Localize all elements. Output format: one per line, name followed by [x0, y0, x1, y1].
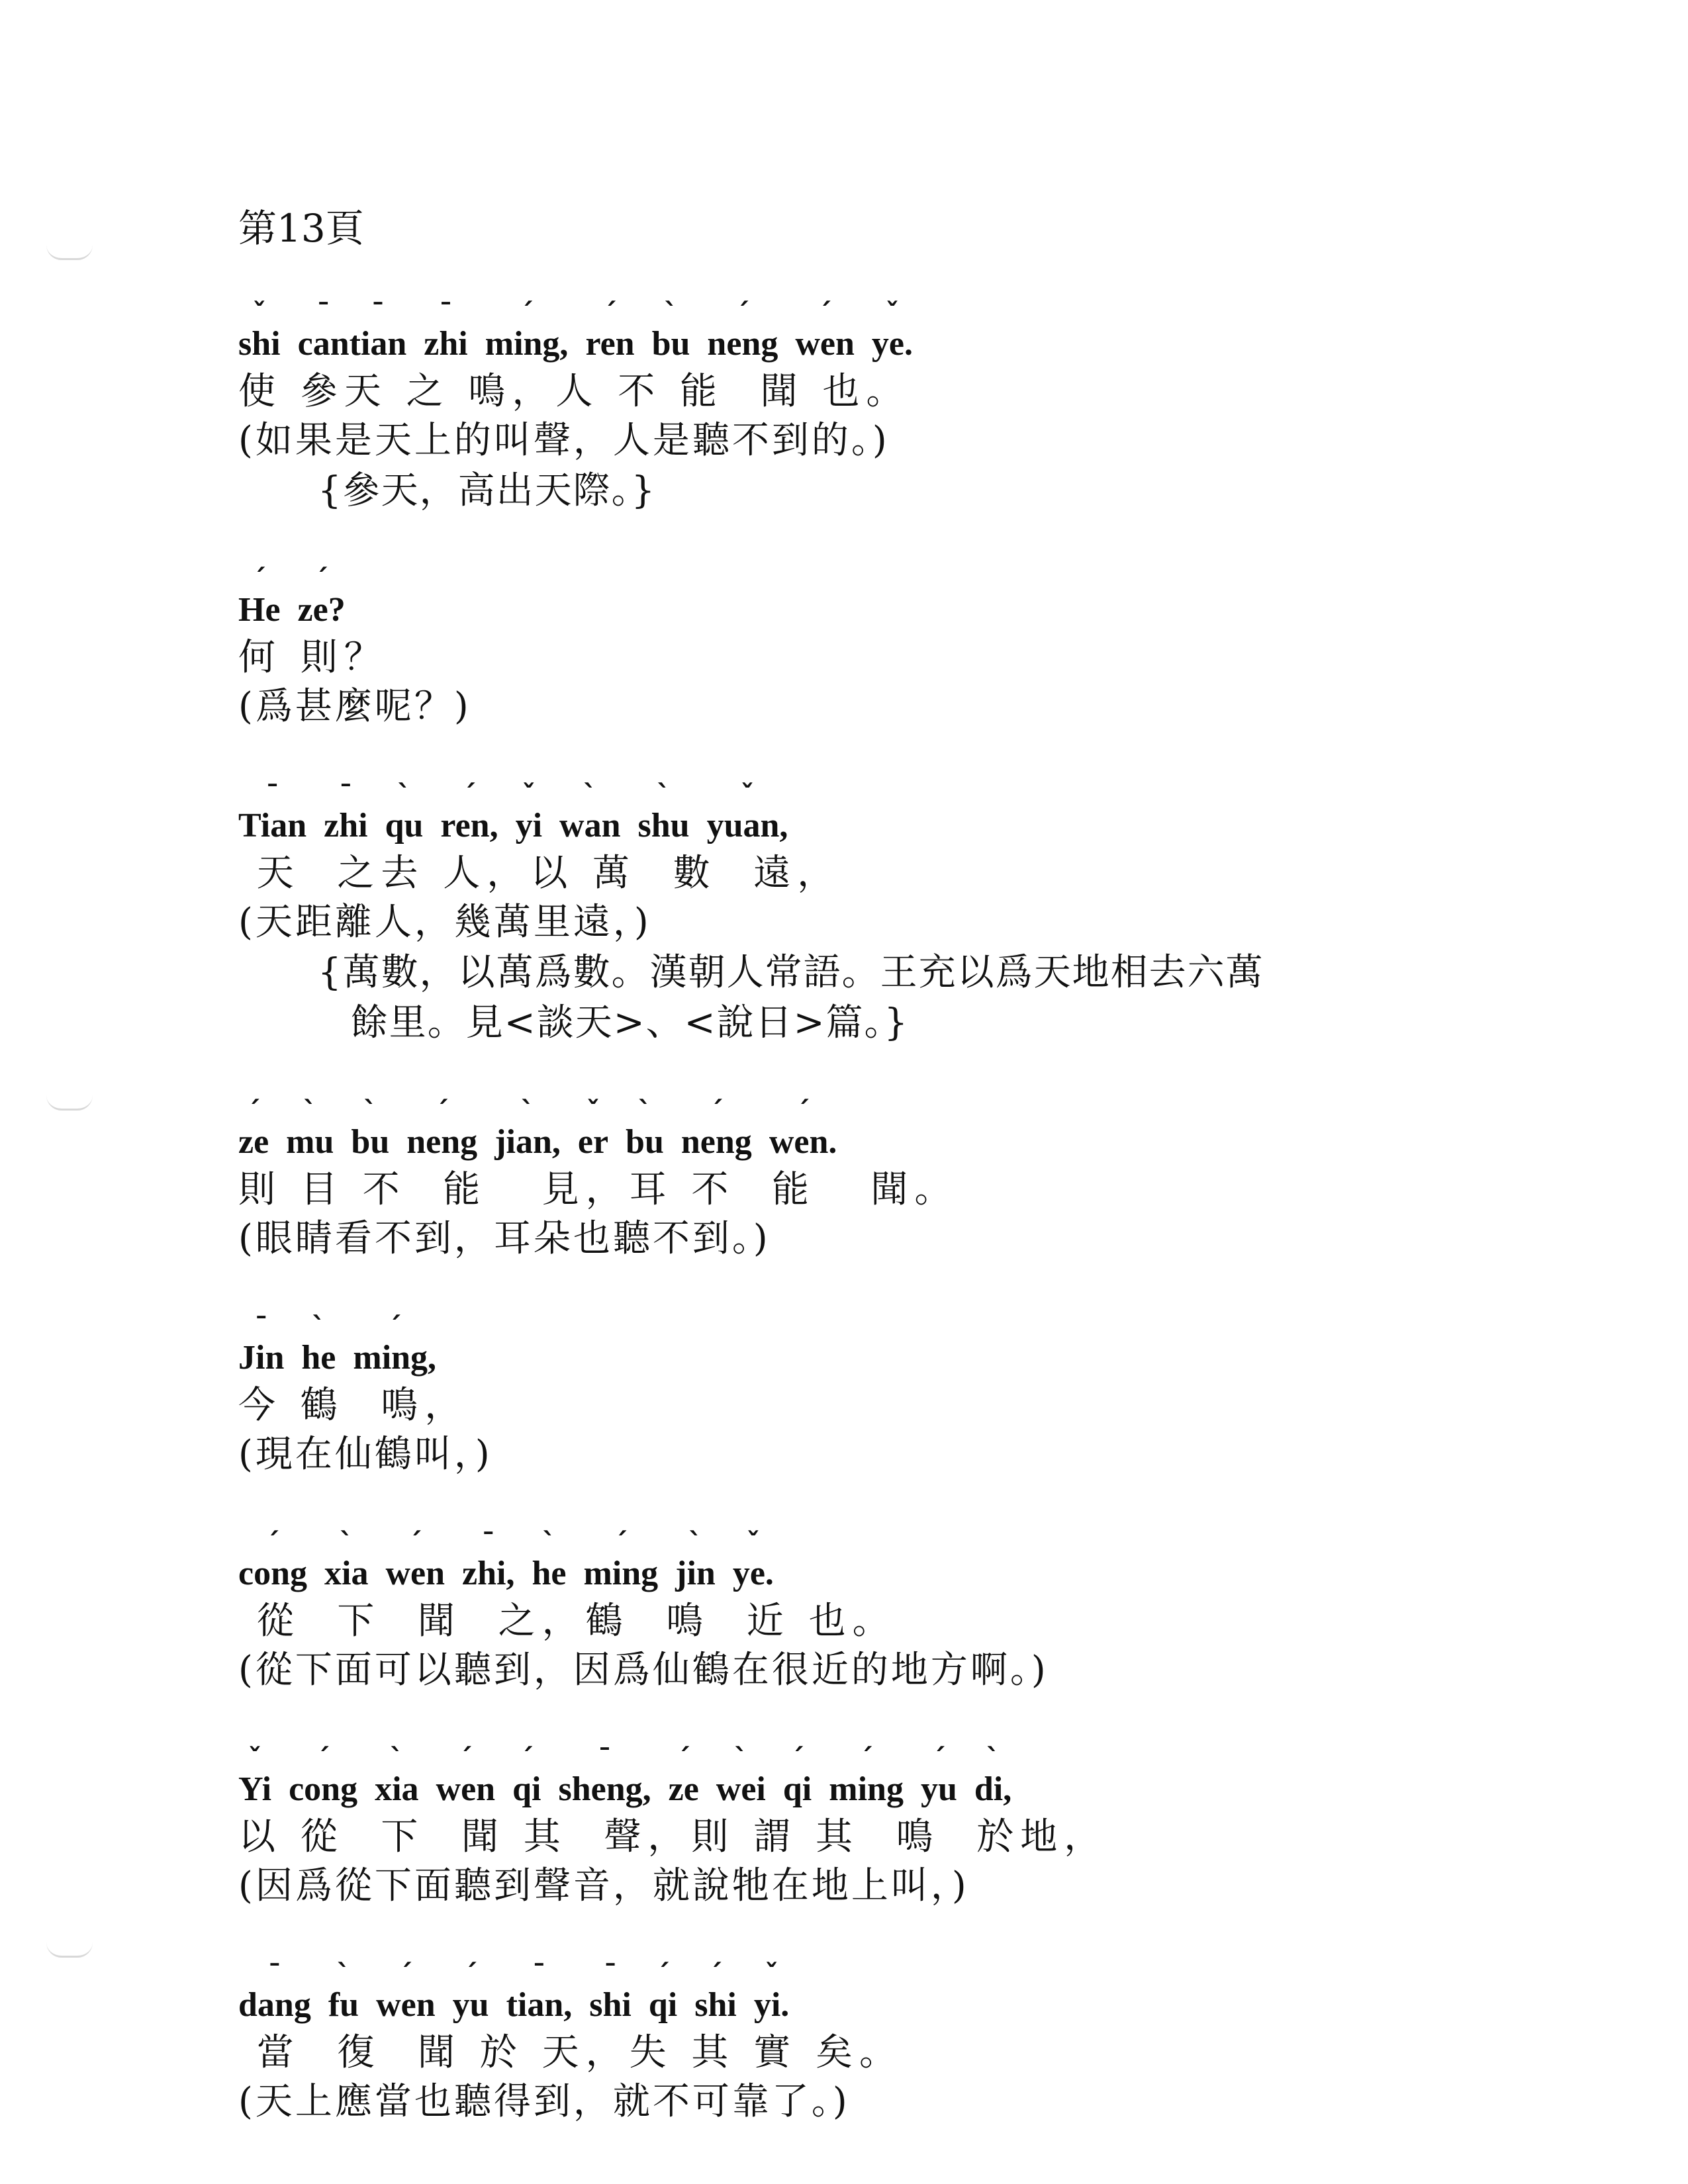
tone-mark: ¯	[481, 1527, 496, 1559]
pinyin-syllable	[301, 1311, 336, 1382]
pinyin-text: bu	[651, 325, 690, 363]
pinyin-text: wen	[376, 1986, 436, 2024]
pinyin-text: bu	[351, 1123, 390, 1161]
pinyin-text: ye.	[732, 1555, 774, 1592]
stanza	[238, 1742, 1496, 1911]
pinyin-text: wen.	[769, 1123, 837, 1161]
modern-translation-line: (天上應當也聽得到，就不可靠了。)	[238, 2080, 850, 2123]
pinyin-syllable	[297, 563, 346, 634]
pinyin-text: shi	[238, 325, 281, 363]
stanza	[238, 1958, 1496, 2127]
pinyin-text: jian,	[494, 1123, 561, 1161]
tone-mark: ˋ	[520, 1095, 535, 1128]
tone-mark: ˊ	[709, 1095, 724, 1128]
pinyin-text: ming	[829, 1770, 904, 1808]
tone-mark: ¯	[338, 779, 353, 811]
pinyin-syllable	[668, 1743, 699, 1813]
pinyin-text: wen	[795, 325, 855, 363]
pinyin-syllable	[577, 1095, 609, 1166]
pinyin-syllable	[782, 1743, 812, 1813]
pinyin-text: ze?	[297, 591, 346, 629]
pinyin-text: di,	[974, 1770, 1012, 1808]
classical-chinese-line: 何 則？	[238, 636, 388, 679]
punch-hole-mark-top	[46, 245, 93, 260]
tone-mark: ˇ	[252, 297, 267, 330]
tone-mark: ¯	[439, 297, 453, 330]
pinyin-text: xia	[324, 1555, 369, 1592]
stanza	[238, 296, 1496, 516]
pinyin-syllable	[353, 1311, 437, 1382]
pinyin-text: ming,	[485, 325, 569, 363]
pinyin-syllable	[512, 1743, 541, 1813]
punch-hole-mark-middle	[46, 1095, 93, 1111]
tone-mark: ˋ	[336, 1958, 351, 1991]
pinyin-text: qi	[782, 1770, 812, 1808]
pinyin-text: Tian	[238, 807, 307, 844]
pinyin-syllable	[385, 779, 424, 850]
classical-chinese-line: 天 之去 人，以 萬 數 遠，	[238, 852, 841, 895]
tone-mark: ˋ	[657, 779, 671, 811]
pinyin-line	[238, 1310, 1496, 1382]
pinyin-syllable	[424, 297, 468, 368]
pinyin-text: he	[301, 1339, 336, 1377]
pinyin-text: He	[238, 591, 281, 629]
pinyin-text: wen	[385, 1555, 445, 1592]
tone-mark: ˊ	[520, 297, 534, 330]
pinyin-text: cong	[289, 1770, 358, 1808]
pinyin-text: yi	[515, 807, 543, 844]
tone-mark: ˇ	[522, 779, 536, 811]
tone-mark: ˋ	[664, 297, 678, 330]
pinyin-syllable	[707, 297, 778, 368]
tone-mark: ˊ	[656, 1958, 671, 1991]
tone-mark: ˋ	[397, 779, 411, 811]
modern-translation-line: (天距離人，幾萬里遠，)	[238, 901, 651, 944]
pinyin-text: neng	[707, 325, 778, 363]
pinyin-syllable	[769, 1095, 837, 1166]
punch-hole-mark-bottom	[46, 1942, 93, 1958]
pinyin-syllable	[920, 1743, 957, 1813]
tone-mark: ˋ	[311, 1311, 326, 1343]
pinyin-syllable	[583, 1527, 659, 1598]
pinyin-syllable	[351, 1095, 390, 1166]
pinyin-syllable	[795, 297, 855, 368]
pinyin-syllable	[589, 1958, 632, 2029]
tone-mark: ˊ	[735, 297, 750, 330]
tone-mark: ˊ	[790, 1743, 805, 1775]
classical-chinese-line: 今 鶴 鳴，	[238, 1384, 469, 1427]
modern-translation-line: (現在仙鶴叫，)	[238, 1433, 492, 1476]
annotation-note: {萬數，以萬爲數。漢朝人常語。王充以爲天地相去六萬	[318, 951, 1264, 994]
tone-mark: ¯	[598, 1743, 612, 1775]
pinyin-text: dang	[238, 1986, 311, 2024]
pinyin-syllable	[385, 1527, 445, 1598]
stanza-list	[238, 296, 1496, 2127]
pinyin-syllable	[462, 1527, 515, 1598]
pinyin-text: yi.	[753, 1986, 790, 2024]
tone-mark: ˊ	[314, 563, 329, 596]
pinyin-syllable	[515, 779, 543, 850]
pinyin-text: neng	[406, 1123, 478, 1161]
annotation-note: {參天，高出天際。}	[318, 469, 657, 512]
tone-mark: ˇ	[740, 779, 755, 811]
pinyin-syllable	[974, 1743, 1012, 1813]
pinyin-text: can	[297, 325, 350, 363]
pinyin-text: tian,	[506, 1986, 573, 2024]
tone-mark: ˋ	[339, 1527, 353, 1559]
pinyin-syllable	[238, 1311, 285, 1382]
pinyin-syllable	[324, 1527, 369, 1598]
tone-mark: ˊ	[614, 1527, 628, 1559]
pinyin-text: qi	[648, 1986, 678, 2024]
pinyin-line	[238, 778, 1496, 850]
pinyin-text: jin	[675, 1555, 716, 1592]
pinyin-text: shu	[637, 807, 690, 844]
pinyin-text: shi	[589, 1986, 632, 2024]
pinyin-syllable	[694, 1958, 737, 2029]
stanza	[238, 1310, 1496, 1480]
tone-mark: ˊ	[603, 297, 617, 330]
pinyin-line	[238, 1742, 1496, 1813]
tone-mark: ¯	[254, 1311, 269, 1343]
pinyin-text: mu	[286, 1123, 334, 1161]
pinyin-syllable	[706, 779, 788, 850]
pinyin-text: sheng,	[558, 1770, 651, 1808]
pinyin-syllable	[648, 1958, 678, 2029]
tone-mark: ˋ	[583, 779, 597, 811]
pinyin-text: Yi	[238, 1770, 272, 1808]
modern-translation-line: (從下面可以聽到，因爲仙鶴在很近的地方啊。)	[238, 1649, 1049, 1692]
tone-mark: ˋ	[637, 1095, 652, 1128]
tone-mark: ˊ	[435, 1095, 449, 1128]
pinyin-line	[238, 1526, 1496, 1598]
pinyin-text: er	[577, 1123, 609, 1161]
pinyin-syllable	[485, 297, 569, 368]
tone-mark: ˇ	[765, 1958, 779, 1991]
pinyin-line	[238, 563, 1496, 634]
pinyin-syllable	[238, 297, 281, 368]
tone-mark: ¯	[265, 779, 280, 811]
classical-chinese-line: 則 目 不 能 見，耳 不 能 聞。	[238, 1168, 959, 1211]
stanza	[238, 1095, 1496, 1264]
tone-mark: ¯	[532, 1958, 546, 1991]
pinyin-syllable	[452, 1958, 489, 2029]
pinyin-syllable	[238, 1527, 307, 1598]
tone-mark: ˋ	[733, 1743, 748, 1775]
pinyin-text: qu	[385, 807, 424, 844]
page-number: 第13頁	[238, 206, 364, 251]
pinyin-syllable	[289, 1743, 358, 1813]
pinyin-text: ren	[585, 325, 635, 363]
tone-mark: ¯	[371, 297, 385, 330]
annotation-note: 餘里。見<談天>、<說日>篇。}	[338, 1001, 910, 1044]
pinyin-syllable	[436, 1743, 496, 1813]
tone-mark: ˊ	[931, 1743, 946, 1775]
pinyin-syllable	[732, 1527, 774, 1598]
pinyin-text: tian	[349, 325, 407, 363]
tone-mark: ˋ	[303, 1095, 317, 1128]
pinyin-syllable	[506, 1958, 573, 2029]
tone-mark: ˊ	[399, 1958, 413, 1991]
tone-mark: ˊ	[316, 1743, 330, 1775]
pinyin-text: cong	[238, 1555, 307, 1592]
tone-mark: ˊ	[462, 779, 477, 811]
classical-chinese-line: 以 從 下 聞 其 聲，則 謂 其 鳴 於地，	[238, 1815, 1108, 1858]
stanza	[238, 1526, 1496, 1696]
pinyin-text: shi	[694, 1986, 737, 2024]
modern-translation-line: (眼睛看不到，耳朵也聽不到。)	[238, 1217, 771, 1260]
pinyin-syllable	[716, 1743, 766, 1813]
tone-mark: ˇ	[248, 1743, 262, 1775]
pinyin-syllable	[328, 1958, 359, 2029]
tone-mark: ˊ	[677, 1743, 691, 1775]
pinyin-syllable	[585, 297, 635, 368]
tone-mark: ˋ	[688, 1527, 702, 1559]
pinyin-text: xia	[375, 1770, 419, 1808]
stanza	[238, 563, 1496, 732]
pinyin-syllable	[238, 1958, 311, 2029]
pinyin-text: fu	[328, 1986, 359, 2024]
tone-mark: ¯	[316, 297, 331, 330]
tone-mark: ˋ	[986, 1743, 1000, 1775]
pinyin-syllable	[651, 297, 690, 368]
tone-mark: ¯	[267, 1958, 282, 1991]
pinyin-syllable	[558, 1743, 651, 1813]
pinyin-syllable	[238, 563, 281, 634]
pinyin-syllable	[494, 1095, 561, 1166]
pinyin-syllable	[376, 1958, 436, 2029]
pinyin-text: yuan,	[706, 807, 788, 844]
pinyin-syllable	[238, 1743, 272, 1813]
pinyin-text: ming	[583, 1555, 659, 1592]
classical-chinese-line: 使 參天 之 鳴，人 不 能 聞 也。	[238, 370, 910, 413]
tone-mark: ˊ	[408, 1527, 422, 1559]
pinyin-syllable	[238, 779, 307, 850]
pinyin-text: neng	[680, 1123, 752, 1161]
pinyin-syllable	[349, 297, 407, 368]
pinyin-text: zhi	[324, 807, 368, 844]
tone-mark: ˇ	[586, 1095, 600, 1128]
pinyin-text: zhi,	[462, 1555, 515, 1592]
pinyin-text: ren,	[440, 807, 498, 844]
pinyin-text: ze	[238, 1123, 269, 1161]
pinyin-syllable	[559, 779, 621, 850]
tone-mark: ˊ	[520, 1743, 534, 1775]
pinyin-syllable	[753, 1958, 790, 2029]
tone-mark: ˊ	[246, 1095, 261, 1128]
tone-mark: ˊ	[387, 1311, 402, 1343]
pinyin-text: bu	[626, 1123, 664, 1161]
pinyin-syllable	[675, 1527, 716, 1598]
pinyin-text: wei	[716, 1770, 766, 1808]
pinyin-text: yu	[920, 1770, 957, 1808]
tone-mark: ˋ	[541, 1527, 556, 1559]
classical-chinese-line: 從 下 聞 之，鶴 鳴 近 也。	[238, 1600, 896, 1643]
pinyin-text: zhi	[424, 325, 468, 363]
tone-mark: ˇ	[885, 297, 900, 330]
pinyin-syllable	[680, 1095, 752, 1166]
pinyin-syllable	[324, 779, 368, 850]
modern-translation-line: (因爲從下面聽到聲音，就說牠在地上叫，)	[238, 1864, 969, 1907]
tone-mark: ˊ	[252, 563, 267, 596]
tone-mark: ˊ	[458, 1743, 473, 1775]
pinyin-syllable	[297, 297, 350, 368]
tone-mark: ˊ	[859, 1743, 874, 1775]
pinyin-syllable	[238, 1095, 269, 1166]
tone-mark: ˇ	[746, 1527, 761, 1559]
modern-translation-line: (如果是天上的叫聲，人是聽不到的。)	[238, 419, 890, 462]
pinyin-syllable	[829, 1743, 904, 1813]
stanza	[238, 778, 1496, 1048]
pinyin-syllable	[637, 779, 690, 850]
pinyin-syllable	[406, 1095, 478, 1166]
pinyin-syllable	[375, 1743, 419, 1813]
pinyin-text: Jin	[238, 1339, 285, 1377]
tone-mark: ˋ	[389, 1743, 404, 1775]
pinyin-syllable	[626, 1095, 664, 1166]
pinyin-line	[238, 1958, 1496, 2029]
pinyin-syllable	[440, 779, 498, 850]
tone-mark: ¯	[603, 1958, 618, 1991]
tone-mark: ˊ	[818, 297, 832, 330]
pinyin-text: ze	[668, 1770, 699, 1808]
pinyin-text: qi	[512, 1770, 541, 1808]
pinyin-text: ming,	[353, 1339, 437, 1377]
pinyin-text: wen	[436, 1770, 496, 1808]
modern-translation-line: (爲甚麼呢？)	[238, 685, 471, 728]
tone-mark: ˊ	[463, 1958, 478, 1991]
pinyin-text: wan	[559, 807, 621, 844]
pinyin-text: ye.	[871, 325, 913, 363]
pinyin-text: yu	[452, 1986, 489, 2024]
pinyin-syllable	[286, 1095, 334, 1166]
classical-chinese-line: 當 復 聞 於 天，失 其 實 矣。	[238, 2031, 904, 2074]
tone-mark: ˊ	[265, 1527, 280, 1559]
tone-mark: ˊ	[708, 1958, 723, 1991]
pinyin-syllable	[532, 1527, 567, 1598]
pinyin-syllable	[871, 297, 913, 368]
tone-mark: ˊ	[796, 1095, 810, 1128]
tone-mark: ˋ	[363, 1095, 377, 1128]
pinyin-line	[238, 1095, 1496, 1166]
pinyin-text: he	[532, 1555, 567, 1592]
document-page	[238, 199, 1496, 2173]
pinyin-line	[238, 296, 1496, 368]
